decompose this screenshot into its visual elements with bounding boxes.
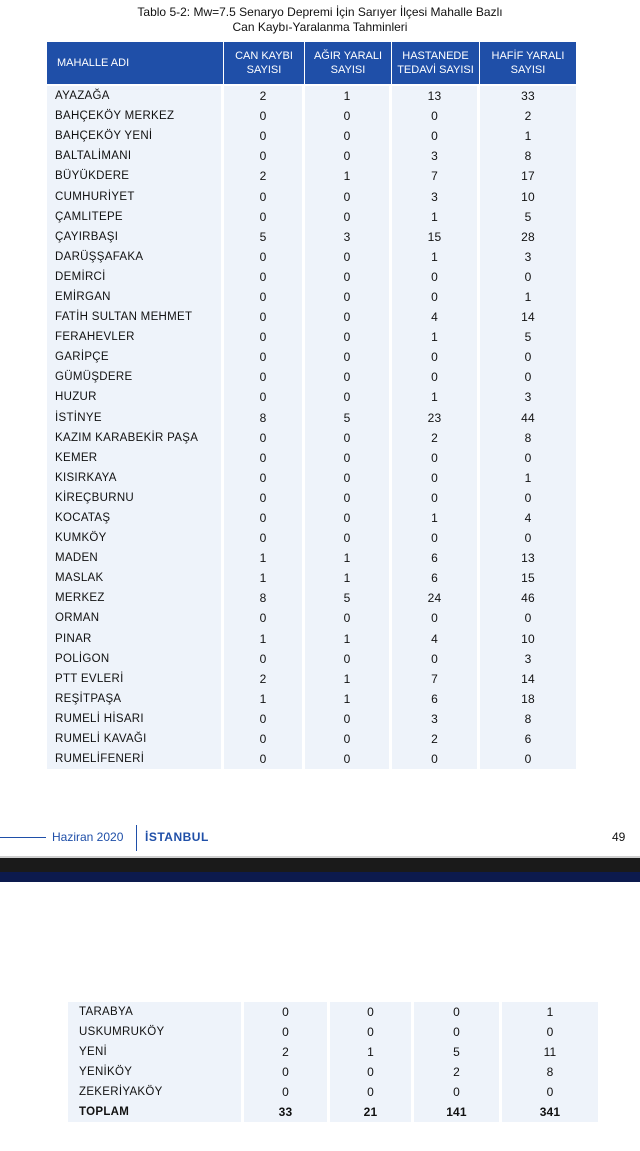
table-row	[47, 629, 576, 649]
mahalle-name-cell: RUMELİ KAVAĞI	[47, 729, 224, 749]
table-row	[47, 287, 576, 307]
mahalle-name-cell: DEMİRCİ	[47, 267, 224, 287]
header-line: HASTANEDE	[402, 50, 469, 62]
value-cell-c4: 3	[480, 247, 576, 267]
value-cell-c1: 0	[224, 367, 305, 387]
table-row	[47, 146, 576, 166]
value-cell-c1: 0	[224, 207, 305, 227]
mahalle-name-cell: KOCATAŞ	[47, 508, 224, 528]
value-cell-c2: 1	[305, 548, 392, 568]
table-row	[47, 468, 576, 488]
value-cell-c1: 0	[224, 448, 305, 468]
header-line: TEDAVİ SAYISI	[397, 64, 474, 76]
value-cell-c4: 3	[480, 387, 576, 407]
value-cell-c1: 2	[224, 84, 305, 106]
value-cell-c1: 0	[224, 608, 305, 628]
value-cell-c2: 0	[305, 287, 392, 307]
value-cell-c2: 0	[305, 327, 392, 347]
value-cell-c1: 0	[244, 1022, 330, 1042]
table-row	[47, 347, 576, 367]
value-cell-c2: 5	[305, 588, 392, 608]
value-cell-c2: 0	[305, 508, 392, 528]
page-break-band-blue	[0, 872, 640, 882]
value-cell-c2: 0	[305, 649, 392, 669]
mahalle-name-cell: BAHÇEKÖY MERKEZ	[47, 106, 224, 126]
table-row	[47, 669, 576, 689]
mahalle-name-cell: TARABYA	[68, 1000, 244, 1022]
value-cell-c4: 46	[480, 588, 576, 608]
table-row	[68, 1062, 598, 1082]
value-cell-c4: 2	[480, 106, 576, 126]
mahalle-name-cell: BÜYÜKDERE	[47, 166, 224, 186]
value-cell-c1: 0	[224, 327, 305, 347]
table-row	[47, 106, 576, 126]
value-cell-c4: 5	[480, 327, 576, 347]
value-cell-c4: 0	[480, 488, 576, 508]
value-cell-c1: 0	[224, 488, 305, 508]
mahalle-name-cell: POLİGON	[47, 649, 224, 669]
table-row	[47, 186, 576, 206]
mahalle-name-cell: GÜMÜŞDERE	[47, 367, 224, 387]
footer-brand-logo: İSTANBUL	[145, 830, 209, 844]
value-cell-c3: 15	[392, 227, 480, 247]
value-cell-c1: 0	[224, 528, 305, 548]
page-number: 49	[612, 830, 626, 844]
value-cell-c4: 44	[480, 408, 576, 428]
value-cell-c1: 0	[224, 267, 305, 287]
total-value-c2: 21	[330, 1102, 414, 1122]
value-cell-c2: 1	[305, 689, 392, 709]
value-cell-c2: 1	[305, 669, 392, 689]
value-cell-c3: 23	[392, 408, 480, 428]
value-cell-c3: 5	[414, 1042, 502, 1062]
value-cell-c3: 6	[392, 568, 480, 588]
table-row	[47, 729, 576, 749]
value-cell-c1: 1	[224, 568, 305, 588]
table-row	[68, 1042, 598, 1062]
table-row	[47, 528, 576, 548]
value-cell-c3: 6	[392, 689, 480, 709]
value-cell-c4: 14	[480, 307, 576, 327]
value-cell-c1: 0	[224, 146, 305, 166]
header-hafif-yarali	[480, 42, 576, 84]
value-cell-c3: 4	[392, 307, 480, 327]
value-cell-c1: 0	[224, 126, 305, 146]
table-row	[47, 267, 576, 287]
value-cell-c3: 24	[392, 588, 480, 608]
value-cell-c1: 2	[244, 1042, 330, 1062]
value-cell-c1: 2	[224, 669, 305, 689]
value-cell-c4: 11	[502, 1042, 598, 1062]
table-row	[47, 84, 576, 106]
value-cell-c3: 13	[392, 84, 480, 106]
value-cell-c4: 0	[480, 347, 576, 367]
value-cell-c3: 2	[392, 729, 480, 749]
value-cell-c2: 0	[305, 146, 392, 166]
table-row	[47, 689, 576, 709]
table-header-row	[47, 42, 576, 84]
value-cell-c2: 5	[305, 408, 392, 428]
mahalle-name-cell: CUMHURİYET	[47, 186, 224, 206]
casualty-table-continued	[68, 1000, 598, 1122]
value-cell-c4: 17	[480, 166, 576, 186]
value-cell-c2: 0	[305, 488, 392, 508]
value-cell-c1: 0	[224, 749, 305, 769]
value-cell-c3: 3	[392, 146, 480, 166]
mahalle-name-cell: KİREÇBURNU	[47, 488, 224, 508]
header-hastanede-tedavi	[392, 42, 480, 84]
mahalle-name-cell: RUMELİFENERİ	[47, 749, 224, 769]
value-cell-c4: 8	[480, 146, 576, 166]
mahalle-name-cell: KUMKÖY	[47, 528, 224, 548]
value-cell-c1: 1	[224, 548, 305, 568]
value-cell-c2: 0	[305, 267, 392, 287]
value-cell-c3: 6	[392, 548, 480, 568]
value-cell-c2: 1	[305, 166, 392, 186]
value-cell-c2: 1	[305, 84, 392, 106]
table-row	[47, 307, 576, 327]
value-cell-c2: 0	[330, 1082, 414, 1102]
mahalle-name-cell: KISIRKAYA	[47, 468, 224, 488]
value-cell-c1: 0	[244, 1000, 330, 1022]
value-cell-c3: 0	[392, 448, 480, 468]
value-cell-c3: 1	[392, 508, 480, 528]
table-row	[68, 1082, 598, 1102]
value-cell-c3: 0	[414, 1082, 502, 1102]
value-cell-c2: 0	[305, 468, 392, 488]
value-cell-c4: 8	[480, 428, 576, 448]
table-row	[47, 227, 576, 247]
mahalle-name-cell: KAZIM KARABEKİR PAŞA	[47, 428, 224, 448]
header-line: SAYISI	[246, 64, 282, 76]
table-row	[47, 408, 576, 428]
table-row	[47, 649, 576, 669]
value-cell-c2: 0	[330, 1062, 414, 1082]
page-break-band	[0, 858, 640, 872]
header-line: AĞIR YARALI	[313, 50, 383, 62]
value-cell-c3: 4	[392, 629, 480, 649]
value-cell-c3: 1	[392, 207, 480, 227]
value-cell-c1: 8	[224, 408, 305, 428]
value-cell-c4: 1	[502, 1000, 598, 1022]
value-cell-c3: 0	[392, 649, 480, 669]
header-line: CAN KAYBI	[235, 50, 293, 62]
mahalle-name-cell: GARİPÇE	[47, 347, 224, 367]
header-can-kaybi	[224, 42, 305, 84]
footer-date: Haziran 2020	[52, 830, 124, 844]
value-cell-c2: 0	[305, 448, 392, 468]
value-cell-c2: 0	[305, 709, 392, 729]
value-cell-c4: 8	[480, 709, 576, 729]
mahalle-name-cell: FERAHEVLER	[47, 327, 224, 347]
table-caption-line-1: Tablo 5-2: Mw=7.5 Senaryo Depremi İçin Sarıyer İlçesi Mahalle Bazlı	[137, 5, 503, 19]
table-row	[47, 428, 576, 448]
mahalle-name-cell: YENİ	[68, 1042, 244, 1062]
value-cell-c4: 28	[480, 227, 576, 247]
table-row	[47, 488, 576, 508]
mahalle-name-cell: MADEN	[47, 548, 224, 568]
value-cell-c1: 0	[224, 387, 305, 407]
value-cell-c1: 0	[244, 1082, 330, 1102]
value-cell-c2: 1	[305, 568, 392, 588]
value-cell-c2: 0	[305, 186, 392, 206]
table-row	[47, 568, 576, 588]
table-row	[47, 588, 576, 608]
value-cell-c4: 0	[480, 448, 576, 468]
value-cell-c4: 10	[480, 186, 576, 206]
value-cell-c1: 1	[224, 689, 305, 709]
value-cell-c2: 1	[305, 629, 392, 649]
value-cell-c2: 0	[305, 207, 392, 227]
value-cell-c2: 0	[305, 528, 392, 548]
value-cell-c2: 0	[305, 428, 392, 448]
footer-rule	[0, 837, 46, 838]
value-cell-c2: 3	[305, 227, 392, 247]
header-line: SAYISI	[330, 64, 366, 76]
value-cell-c1: 8	[224, 588, 305, 608]
mahalle-name-cell: İSTİNYE	[47, 408, 224, 428]
table-row	[68, 1000, 598, 1022]
value-cell-c1: 0	[224, 468, 305, 488]
value-cell-c1: 0	[224, 347, 305, 367]
value-cell-c4: 3	[480, 649, 576, 669]
value-cell-c3: 0	[392, 267, 480, 287]
table-row	[47, 749, 576, 769]
value-cell-c4: 0	[502, 1082, 598, 1102]
value-cell-c3: 0	[392, 528, 480, 548]
value-cell-c3: 0	[414, 1022, 502, 1042]
value-cell-c4: 4	[480, 508, 576, 528]
value-cell-c4: 0	[480, 367, 576, 387]
value-cell-c2: 0	[305, 387, 392, 407]
table-row	[47, 166, 576, 186]
table-row	[47, 508, 576, 528]
table-row	[47, 709, 576, 729]
value-cell-c4: 0	[480, 267, 576, 287]
total-value-c1: 33	[244, 1102, 330, 1122]
value-cell-c1: 0	[224, 247, 305, 267]
value-cell-c3: 0	[392, 488, 480, 508]
footer-separator	[136, 825, 137, 851]
value-cell-c2: 0	[305, 367, 392, 387]
value-cell-c2: 0	[305, 126, 392, 146]
value-cell-c3: 2	[414, 1062, 502, 1082]
table-row	[47, 327, 576, 347]
value-cell-c1: 0	[224, 729, 305, 749]
value-cell-c1: 0	[224, 428, 305, 448]
header-agir-yarali	[305, 42, 392, 84]
value-cell-c1: 0	[224, 106, 305, 126]
value-cell-c1: 0	[224, 709, 305, 729]
value-cell-c2: 1	[330, 1042, 414, 1062]
value-cell-c1: 0	[224, 508, 305, 528]
value-cell-c4: 0	[480, 528, 576, 548]
value-cell-c4: 18	[480, 689, 576, 709]
value-cell-c3: 7	[392, 669, 480, 689]
value-cell-c4: 1	[480, 468, 576, 488]
mahalle-name-cell: FATİH SULTAN MEHMET	[47, 307, 224, 327]
header-line: HAFİF YARALI	[491, 50, 565, 62]
table-row	[47, 367, 576, 387]
value-cell-c4: 10	[480, 629, 576, 649]
mahalle-name-cell: YENİKÖY	[68, 1062, 244, 1082]
mahalle-name-cell: MASLAK	[47, 568, 224, 588]
value-cell-c1: 2	[224, 166, 305, 186]
table-row	[47, 608, 576, 628]
mahalle-name-cell: DARÜŞŞAFAKA	[47, 247, 224, 267]
value-cell-c3: 1	[392, 247, 480, 267]
value-cell-c2: 0	[305, 608, 392, 628]
value-cell-c4: 0	[480, 749, 576, 769]
value-cell-c2: 0	[305, 749, 392, 769]
mahalle-name-cell: ORMAN	[47, 608, 224, 628]
table-row	[47, 548, 576, 568]
mahalle-name-cell: REŞİTPAŞA	[47, 689, 224, 709]
value-cell-c3: 3	[392, 186, 480, 206]
value-cell-c4: 8	[502, 1062, 598, 1082]
value-cell-c2: 0	[305, 729, 392, 749]
value-cell-c4: 0	[502, 1022, 598, 1042]
value-cell-c3: 0	[392, 287, 480, 307]
value-cell-c2: 0	[305, 247, 392, 267]
mahalle-name-cell: KEMER	[47, 448, 224, 468]
mahalle-name-cell: ÇAMLITEPE	[47, 207, 224, 227]
value-cell-c4: 13	[480, 548, 576, 568]
value-cell-c1: 0	[224, 307, 305, 327]
mahalle-name-cell: AYAZAĞA	[47, 84, 224, 106]
value-cell-c1: 5	[224, 227, 305, 247]
value-cell-c3: 0	[392, 106, 480, 126]
mahalle-name-cell: BAHÇEKÖY YENİ	[47, 126, 224, 146]
mahalle-name-cell: EMİRGAN	[47, 287, 224, 307]
casualty-table	[47, 42, 576, 769]
mahalle-name-cell: MERKEZ	[47, 588, 224, 608]
total-label: TOPLAM	[68, 1102, 244, 1122]
value-cell-c3: 0	[414, 1000, 502, 1022]
value-cell-c1: 0	[244, 1062, 330, 1082]
value-cell-c4: 6	[480, 729, 576, 749]
value-cell-c4: 14	[480, 669, 576, 689]
table-row	[68, 1022, 598, 1042]
mahalle-name-cell: HUZUR	[47, 387, 224, 407]
mahalle-name-cell: ZEKERİYAKÖY	[68, 1082, 244, 1102]
value-cell-c4: 15	[480, 568, 576, 588]
mahalle-name-cell: RUMELİ HİSARI	[47, 709, 224, 729]
table-caption-line-2: Can Kaybı-Yaralanma Tahminleri	[232, 20, 408, 34]
table-row	[47, 387, 576, 407]
header-mahalle-adi: MAHALLE ADI	[47, 42, 224, 84]
table-row	[47, 247, 576, 267]
value-cell-c2: 0	[330, 1022, 414, 1042]
value-cell-c4: 1	[480, 126, 576, 146]
value-cell-c3: 1	[392, 387, 480, 407]
value-cell-c3: 7	[392, 166, 480, 186]
total-value-c4: 341	[502, 1102, 598, 1122]
table-row	[47, 126, 576, 146]
value-cell-c1: 0	[224, 186, 305, 206]
value-cell-c3: 0	[392, 608, 480, 628]
value-cell-c2: 0	[305, 347, 392, 367]
total-value-c3: 141	[414, 1102, 502, 1122]
value-cell-c3: 1	[392, 327, 480, 347]
value-cell-c3: 0	[392, 347, 480, 367]
table-row	[47, 448, 576, 468]
value-cell-c2: 0	[305, 307, 392, 327]
value-cell-c4: 33	[480, 84, 576, 106]
total-row	[68, 1102, 598, 1122]
mahalle-name-cell: PINAR	[47, 629, 224, 649]
value-cell-c1: 1	[224, 629, 305, 649]
header-line: SAYISI	[510, 64, 546, 76]
value-cell-c3: 2	[392, 428, 480, 448]
value-cell-c4: 5	[480, 207, 576, 227]
mahalle-name-cell: PTT EVLERİ	[47, 669, 224, 689]
value-cell-c4: 1	[480, 287, 576, 307]
value-cell-c2: 0	[330, 1000, 414, 1022]
mahalle-name-cell: ÇAYIRBAŞI	[47, 227, 224, 247]
table-row	[47, 207, 576, 227]
value-cell-c3: 0	[392, 367, 480, 387]
value-cell-c4: 0	[480, 608, 576, 628]
mahalle-name-cell: USKUMRUKÖY	[68, 1022, 244, 1042]
value-cell-c3: 0	[392, 468, 480, 488]
value-cell-c1: 0	[224, 287, 305, 307]
value-cell-c3: 0	[392, 749, 480, 769]
mahalle-name-cell: BALTALİMANI	[47, 146, 224, 166]
value-cell-c3: 3	[392, 709, 480, 729]
value-cell-c2: 0	[305, 106, 392, 126]
value-cell-c1: 0	[224, 649, 305, 669]
value-cell-c3: 0	[392, 126, 480, 146]
